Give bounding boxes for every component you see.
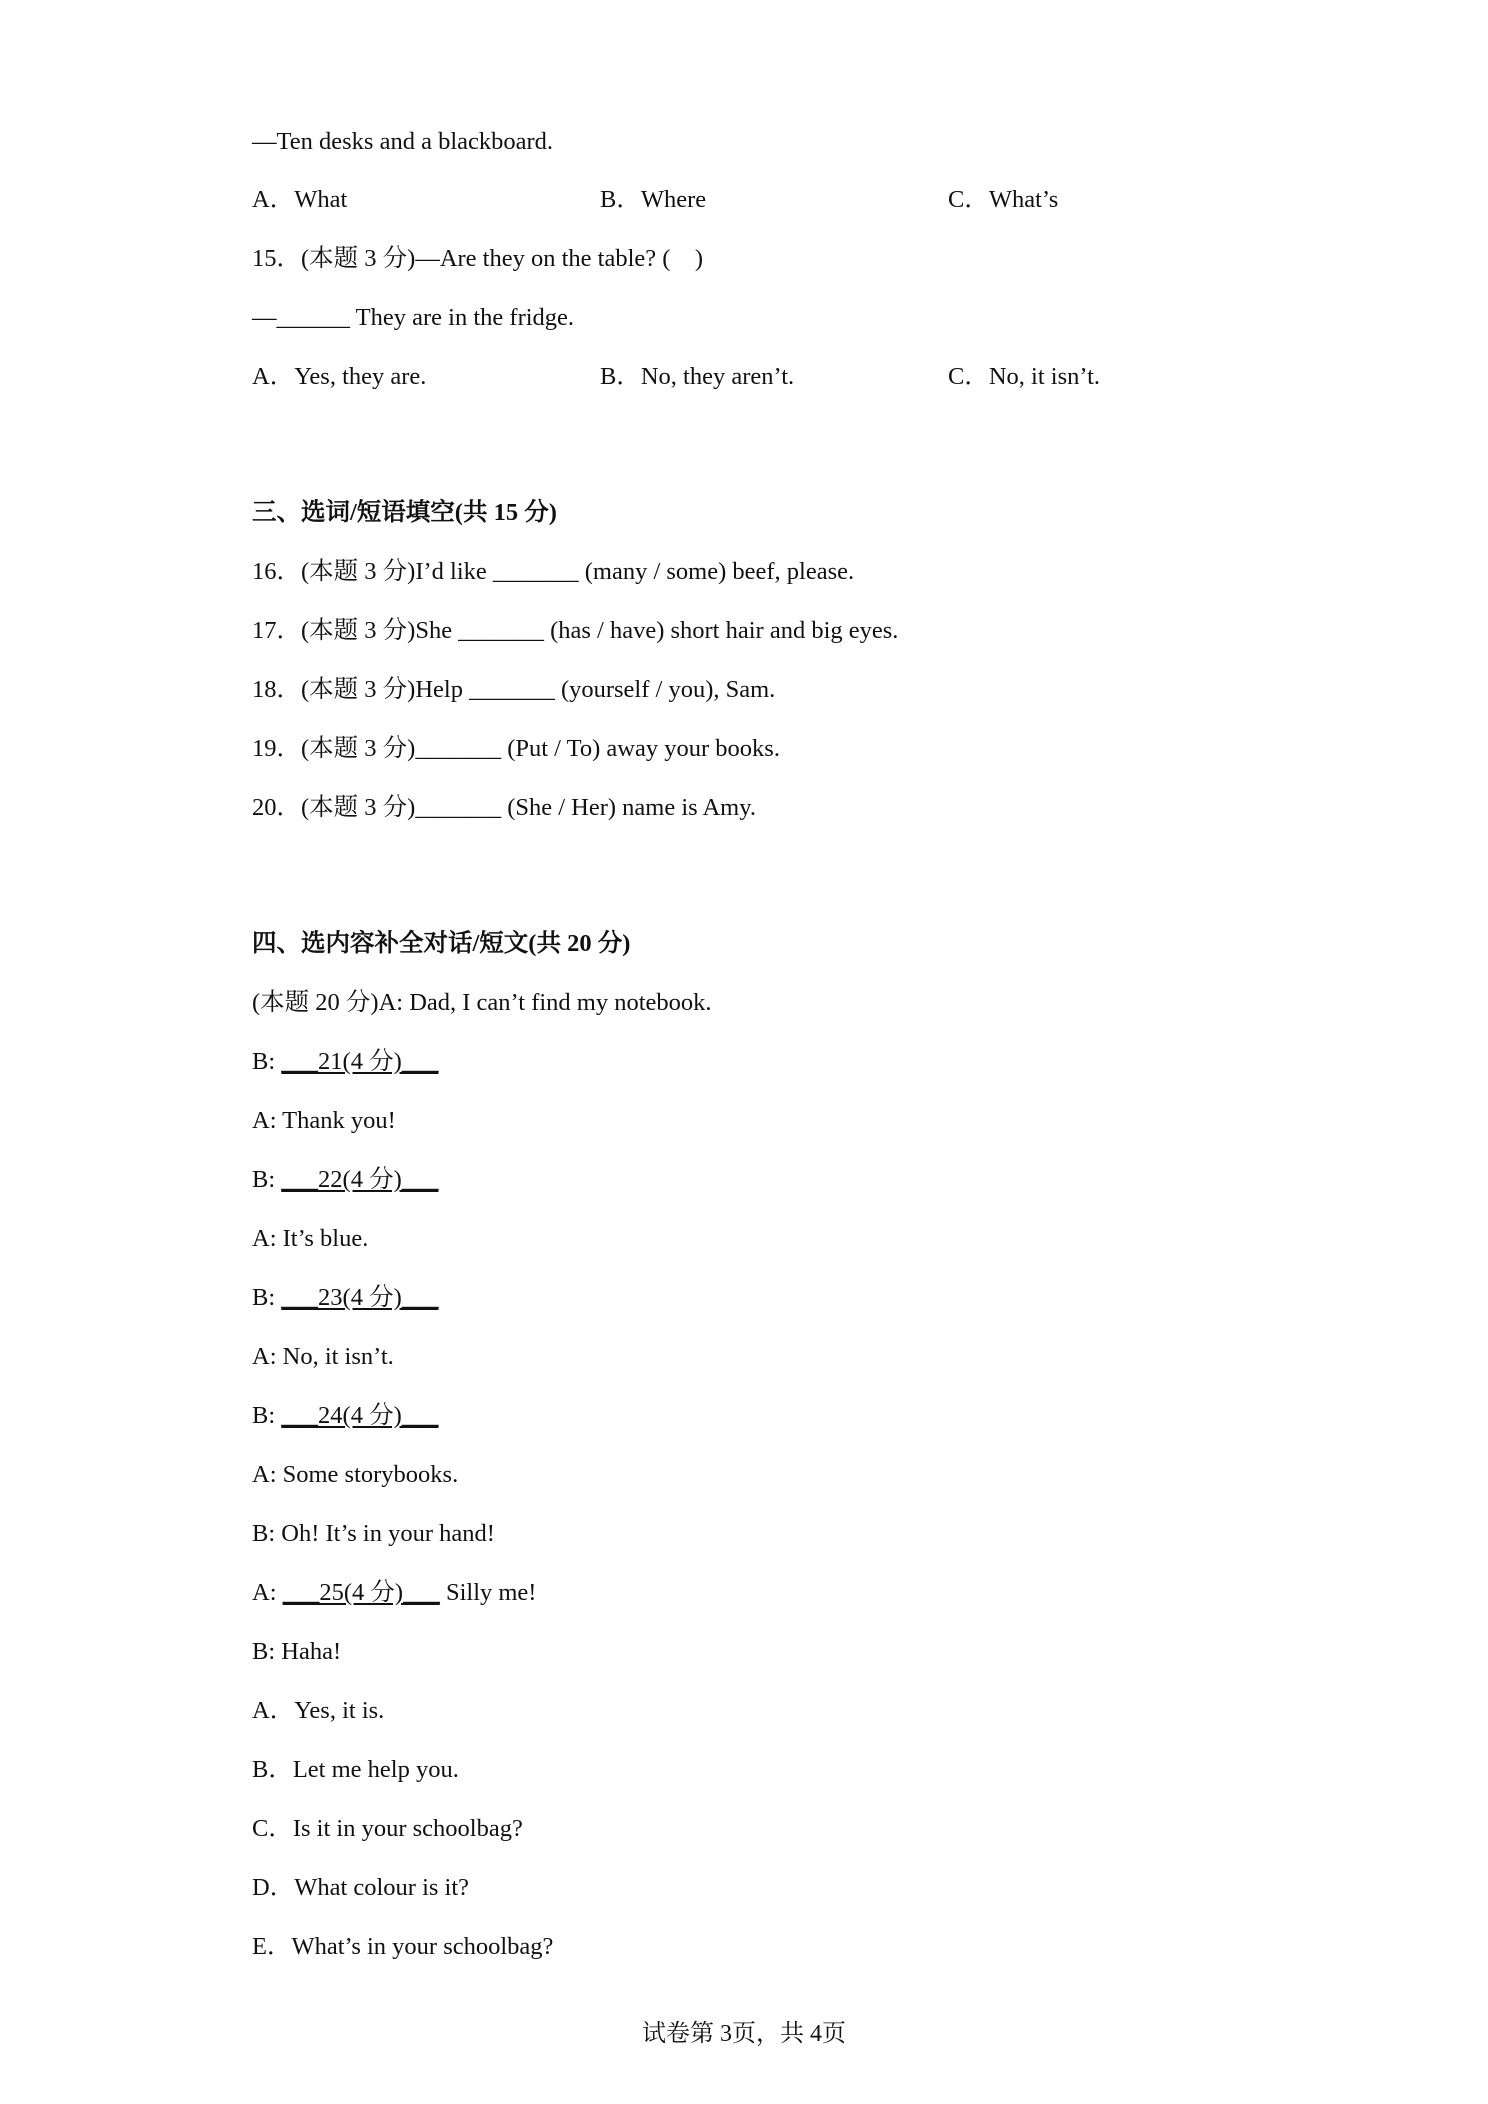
q16: 16．(本题 3 分)I’d like _______ (many / some) beef, please. bbox=[252, 558, 855, 585]
dialogue-line: B: ___22(4 分)___ bbox=[252, 1166, 439, 1193]
dialogue-line: B: Haha! bbox=[252, 1638, 342, 1665]
dialogue-line: A: It’s blue. bbox=[252, 1225, 369, 1252]
blank-22: ___22(4 分)___ bbox=[281, 1166, 439, 1193]
blank-25: ___25(4 分)___ bbox=[282, 1579, 440, 1606]
choice-b: B．Let me help you. bbox=[252, 1756, 459, 1783]
q15-stem: 15．(本题 3 分)—Are they on the table? ( ) bbox=[252, 245, 704, 272]
section4-intro: (本题 20 分)A: Dad, I can’t find my notebook. bbox=[252, 989, 712, 1016]
choice-c: C．Is it in your schoolbag? bbox=[252, 1815, 523, 1842]
choice-d: D．What colour is it? bbox=[252, 1874, 470, 1901]
blank-24: ___24(4 分)___ bbox=[281, 1402, 439, 1429]
q15-option-a: A．Yes, they are. bbox=[252, 363, 427, 390]
dialogue-line: B: ___23(4 分)___ bbox=[252, 1284, 439, 1311]
q14-option-c: C．What’s bbox=[948, 186, 1059, 213]
blank-21: ___21(4 分)___ bbox=[281, 1048, 439, 1075]
q15-option-c: C．No, it isn’t. bbox=[948, 363, 1101, 390]
section4-title: 四、选内容补全对话/短文(共 20 分) bbox=[252, 930, 631, 957]
q20: 20．(本题 3 分)_______ (She / Her) name is Amy. bbox=[252, 794, 756, 821]
dialogue-line: B: ___21(4 分)___ bbox=[252, 1048, 439, 1075]
q19: 19．(本题 3 分)_______ (Put / To) away your books. bbox=[252, 735, 780, 762]
dialogue-line: A: Thank you! bbox=[252, 1107, 396, 1134]
page-footer: 试卷第 3页，共 4页 bbox=[642, 2021, 846, 2047]
dialogue-line: A: ___25(4 分)___ Silly me! bbox=[252, 1579, 537, 1606]
dialogue-line: A: Some storybooks. bbox=[252, 1461, 459, 1488]
q14-answer-line: —Ten desks and a blackboard. bbox=[252, 128, 554, 155]
q15-answer-line: —______ They are in the fridge. bbox=[252, 304, 575, 331]
q14-option-b: B．Where bbox=[600, 186, 707, 213]
choice-a: A．Yes, it is. bbox=[252, 1697, 385, 1724]
choice-e: E．What’s in your schoolbag? bbox=[252, 1933, 554, 1960]
q17: 17．(本题 3 分)She _______ (has / have) short hair and big eyes. bbox=[252, 617, 899, 644]
q14-option-a: A．What bbox=[252, 186, 348, 213]
q18: 18．(本题 3 分)Help _______ (yourself / you), Sam. bbox=[252, 676, 776, 703]
dialogue-line: B: Oh! It’s in your hand! bbox=[252, 1520, 495, 1547]
dialogue-line: B: ___24(4 分)___ bbox=[252, 1402, 439, 1429]
section3-title: 三、选词/短语填空(共 15 分) bbox=[252, 499, 557, 526]
dialogue-line: A: No, it isn’t. bbox=[252, 1343, 394, 1370]
q15-option-b: B．No, they aren’t. bbox=[600, 363, 795, 390]
blank-23: ___23(4 分)___ bbox=[281, 1284, 439, 1311]
